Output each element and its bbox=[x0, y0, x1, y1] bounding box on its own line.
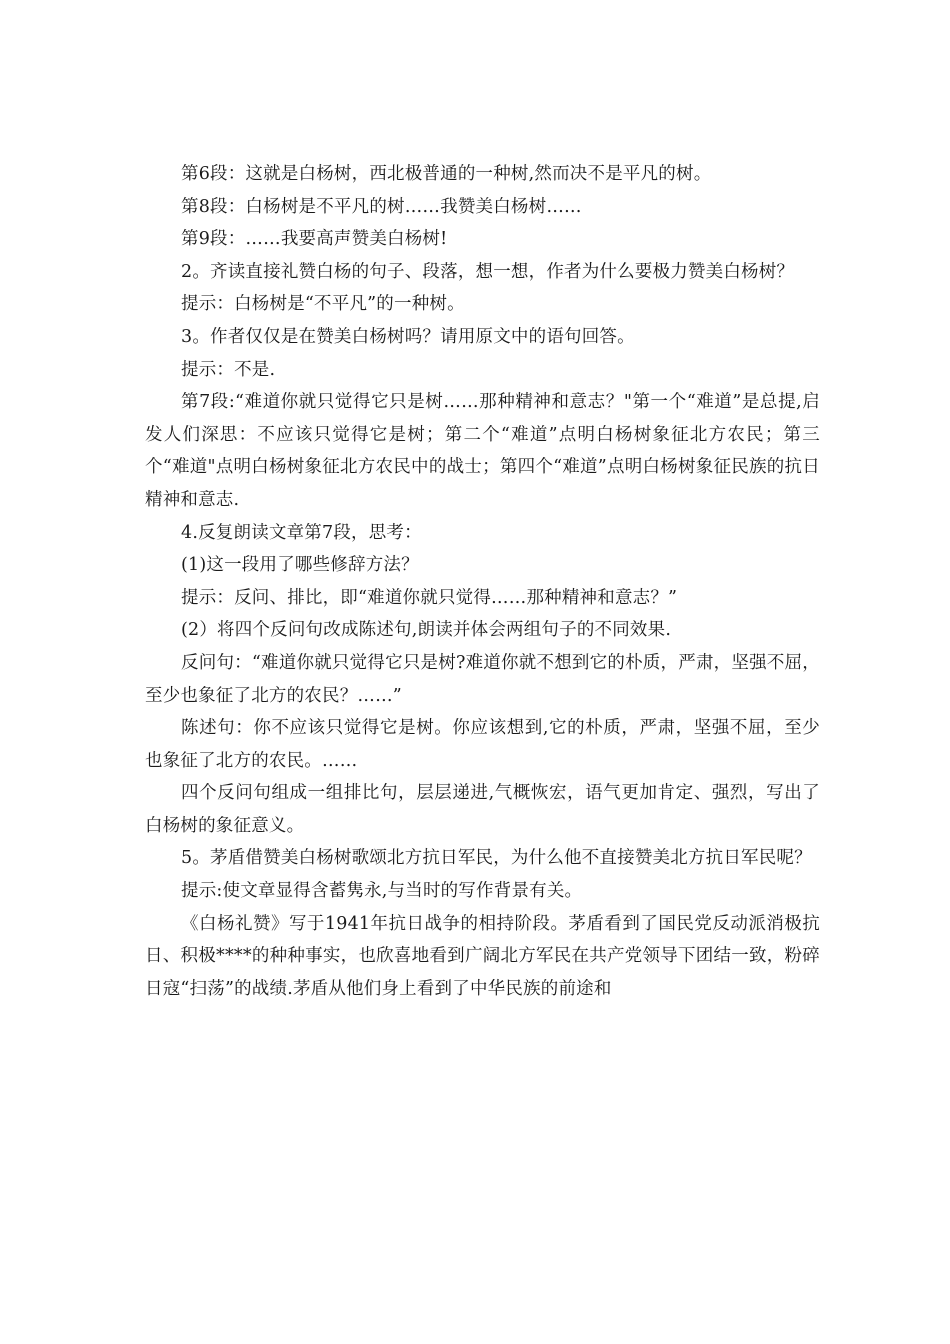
paragraph-section-8: 第8段：白杨树是不平凡的树……我赞美白杨树…… bbox=[181, 196, 582, 217]
declarative-sentence-text: 陈述句：你不应该只觉得它是树。你应该想到,它的朴质，严肃，坚强不屈，至少也象征了北方的农民。…… bbox=[145, 718, 820, 771]
hint-2: 提示：白杨树是“不平凡”的一种树。 bbox=[181, 294, 465, 315]
paragraph-section-6: 第6段：这就是白杨树，西北极普通的一种树,然而决不是平凡的树。 bbox=[181, 164, 712, 184]
hint-5: 提示:使文章显得含蓄隽永,与当时的写作背景有关。 bbox=[181, 881, 583, 902]
document-body bbox=[145, 158, 820, 1005]
paragraph-section-9: 第9段：……我要高声赞美白杨树! bbox=[181, 229, 448, 250]
question-3: 3。作者仅仅是在赞美白杨树吗？请用原文中的语句回答。 bbox=[181, 326, 635, 347]
question-4-2: (2）将四个反问句改成陈述句,朗读并体会两组句子的不同效果. bbox=[181, 620, 672, 641]
hint-4-1: 提示：反问、排比，即“难道你就只觉得……那种精神和意志？” bbox=[181, 587, 678, 608]
hint-3: 提示：不是. bbox=[181, 359, 276, 380]
question-4-1: (1)这一段用了哪些修辞方法？ bbox=[181, 555, 419, 576]
question-4: 4.反复朗读文章第7段，思考： bbox=[181, 522, 422, 543]
parallelism-explanation: 四个反问句组成一组排比句，层层递进,气概恢宏，语气更加肯定、强烈，写出了白杨树的象征意义。 bbox=[145, 783, 820, 836]
question-5: 5。茅盾借赞美白杨树歌颂北方抗日军民，为什么他不直接赞美北方抗日军民呢？ bbox=[181, 848, 812, 869]
rhetorical-question-text: 反问句：“难道你就只觉得它只是树?难道你就不想到它的朴质，严肃，坚强不屈，至少也象征了北方的农民？……” bbox=[145, 652, 820, 706]
paragraph-section-7-analysis: 第7段:“难道你就只觉得它只是树……那种精神和意志？"第一个“难道”是总提,启发人们深思：不应该只觉得它是树；第二个“难道”点明白杨树象征北方农民；第三个“难道"点明白杨树象征北方农民中的战士；第四个“难道”点明白杨树象征民族的抗日精神和意志. bbox=[145, 392, 820, 510]
background-paragraph: 《白杨礼赞》写于1941年抗日战争的相持阶段。茅盾看到了国民党反动派消极抗日、积极****的种种事实，也欣喜地看到广阔北方军民在共产党领导下团结一致，粉碎日寇“扫荡”的战绩.茅盾从他们身上看到了中华民族的前途和 bbox=[145, 913, 820, 999]
question-2: 2。齐读直接礼赞白杨的句子、段落，想一想，作者为什么要极力赞美白杨树？ bbox=[181, 261, 795, 282]
